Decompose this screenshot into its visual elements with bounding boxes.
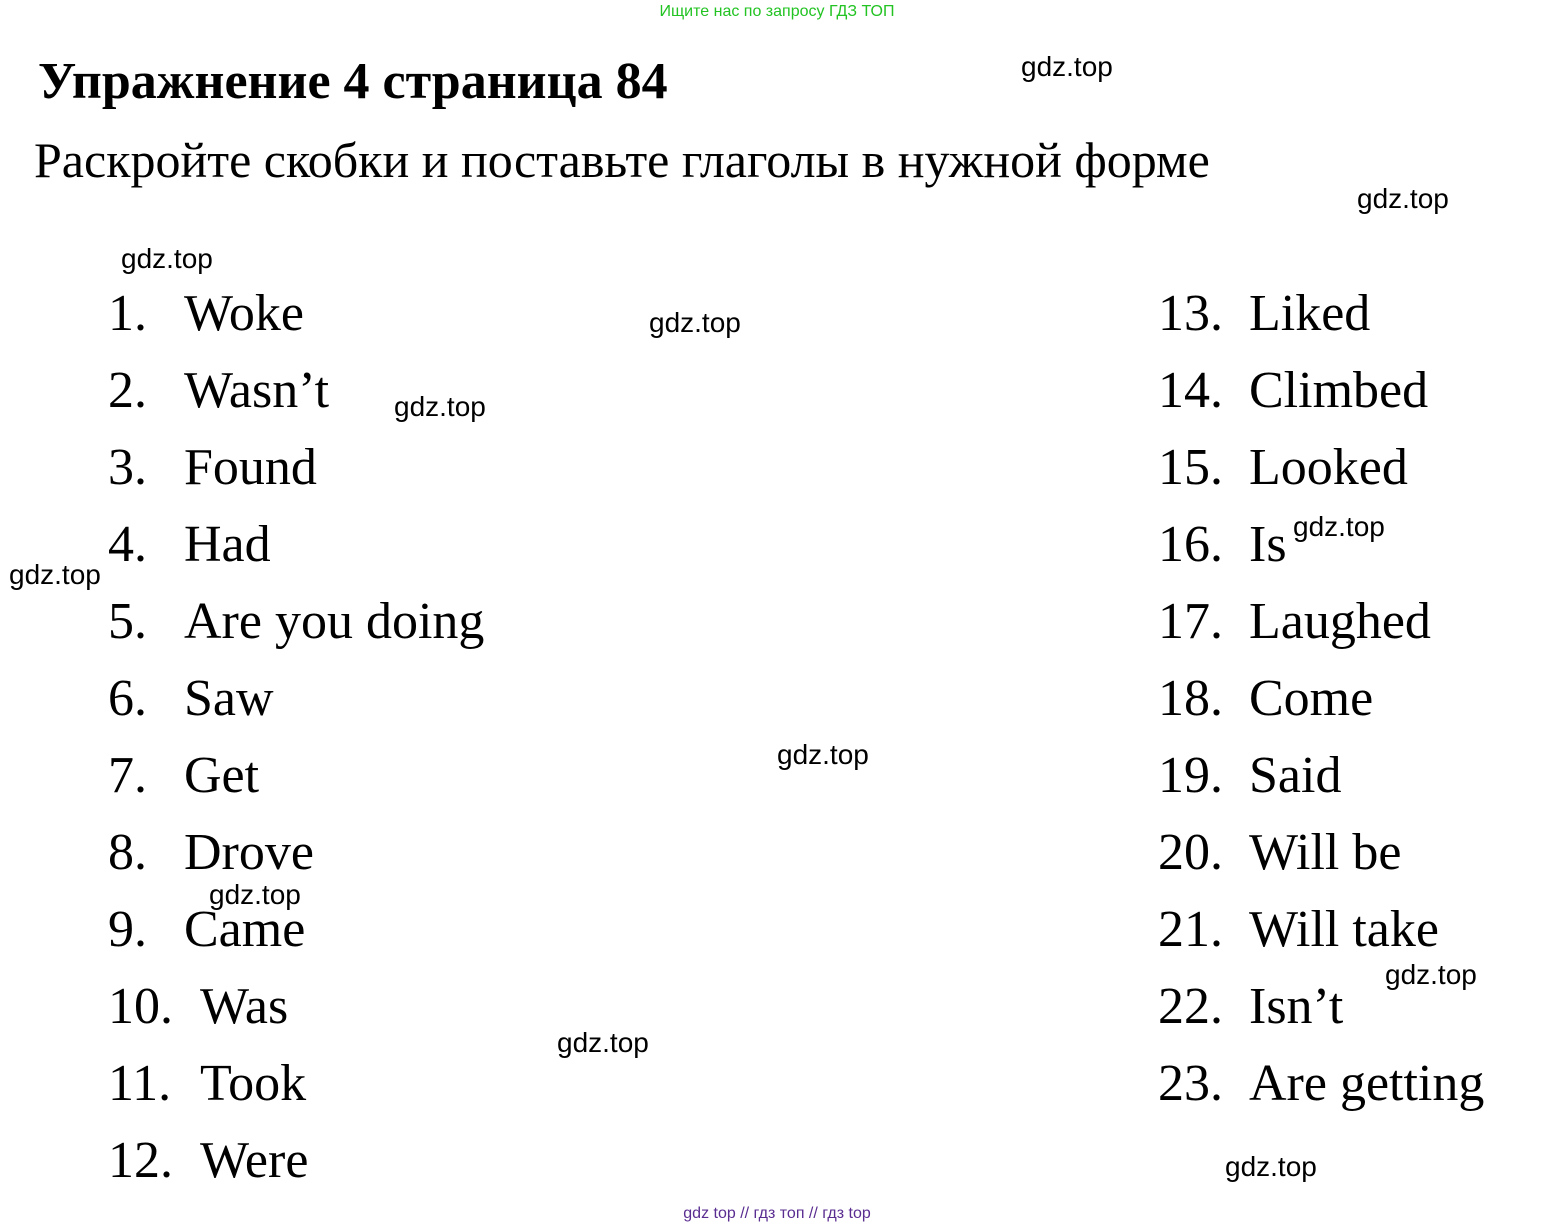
exercise-instruction: Раскройте скобки и поставьте глаголы в нужной форме <box>34 132 1210 188</box>
answer-number: 22. <box>1158 978 1223 1035</box>
answer-text: Come <box>1249 670 1374 727</box>
answer-item <box>1158 821 1484 898</box>
answer-item <box>108 590 484 667</box>
answer-number: 7. <box>108 747 147 804</box>
answer-text: Found <box>184 439 317 496</box>
footer-links[interactable]: gdz top // гдз топ // гдз top <box>683 1205 871 1222</box>
watermark: gdz.top <box>1357 183 1449 214</box>
answer-item <box>108 1052 484 1129</box>
watermark: gdz.top <box>209 879 301 910</box>
answer-item <box>1158 359 1484 436</box>
answer-number: 21. <box>1158 901 1223 958</box>
page-title: Упражнение 4 страница 84 <box>38 53 668 110</box>
answer-number: 3. <box>108 439 147 496</box>
answer-text: Climbed <box>1249 362 1429 419</box>
answer-number: 15. <box>1158 439 1223 496</box>
answer-text: Were <box>200 1132 309 1189</box>
answer-item <box>1158 667 1484 744</box>
answer-text: Saw <box>184 670 274 727</box>
answer-item <box>108 513 484 590</box>
answer-number: 17. <box>1158 593 1223 650</box>
watermark: gdz.top <box>1293 511 1385 542</box>
answer-number: 13. <box>1158 285 1223 342</box>
answer-text: Wasn’t <box>184 362 330 419</box>
watermark: gdz.top <box>394 391 486 422</box>
answer-number: 6. <box>108 670 147 727</box>
answer-number: 10. <box>108 978 173 1035</box>
answer-number: 16. <box>1158 516 1223 573</box>
answer-item <box>1158 590 1484 667</box>
answer-number: 2. <box>108 362 147 419</box>
answer-number: 11. <box>108 1055 172 1112</box>
answer-text: Liked <box>1249 285 1371 342</box>
watermark: gdz.top <box>1385 959 1477 990</box>
answer-item <box>1158 744 1484 821</box>
answer-item <box>108 1129 484 1206</box>
answer-text: Had <box>184 516 271 573</box>
answer-item <box>108 436 484 513</box>
answer-text: Looked <box>1249 439 1408 496</box>
answer-text: Will be <box>1249 824 1402 881</box>
top-search-hint-link[interactable]: Ищите нас по запросу ГДЗ ТОП <box>659 3 895 20</box>
answer-item <box>108 975 484 1052</box>
answer-text: Is <box>1249 516 1287 573</box>
watermark: gdz.top <box>1021 51 1113 82</box>
answer-text: Laughed <box>1249 593 1431 650</box>
answer-number: 23. <box>1158 1055 1223 1112</box>
answer-text: Came <box>184 901 306 958</box>
answer-number: 20. <box>1158 824 1223 881</box>
answer-number: 8. <box>108 824 147 881</box>
answer-number: 9. <box>108 901 147 958</box>
watermark: gdz.top <box>9 559 101 590</box>
answer-number: 18. <box>1158 670 1223 727</box>
answer-number: 1. <box>108 285 147 342</box>
watermark: gdz.top <box>121 243 213 274</box>
watermark: gdz.top <box>1225 1151 1317 1182</box>
answer-item <box>108 282 484 359</box>
answer-text: Will take <box>1249 901 1439 958</box>
answer-text: Drove <box>184 824 314 881</box>
answer-text: Woke <box>184 285 304 342</box>
answer-text: Isn’t <box>1249 978 1344 1035</box>
answer-number: 14. <box>1158 362 1223 419</box>
answer-number: 12. <box>108 1132 173 1189</box>
answer-text: Was <box>200 978 289 1035</box>
answer-text: Get <box>184 747 260 804</box>
answer-item <box>108 667 484 744</box>
answer-text: Said <box>1249 747 1342 804</box>
answers-right-column <box>1158 282 1484 1129</box>
answer-item <box>1158 1052 1484 1129</box>
answer-text: Are you doing <box>184 593 485 650</box>
answer-number: 4. <box>108 516 147 573</box>
answer-text: Took <box>200 1055 307 1112</box>
answer-number: 5. <box>108 593 147 650</box>
answer-number: 19. <box>1158 747 1223 804</box>
watermark: gdz.top <box>649 307 741 338</box>
watermark: gdz.top <box>557 1027 649 1058</box>
watermark: gdz.top <box>777 739 869 770</box>
answer-text: Are getting <box>1249 1055 1485 1112</box>
answer-item <box>108 744 484 821</box>
answer-item <box>1158 282 1484 359</box>
answer-item <box>1158 436 1484 513</box>
